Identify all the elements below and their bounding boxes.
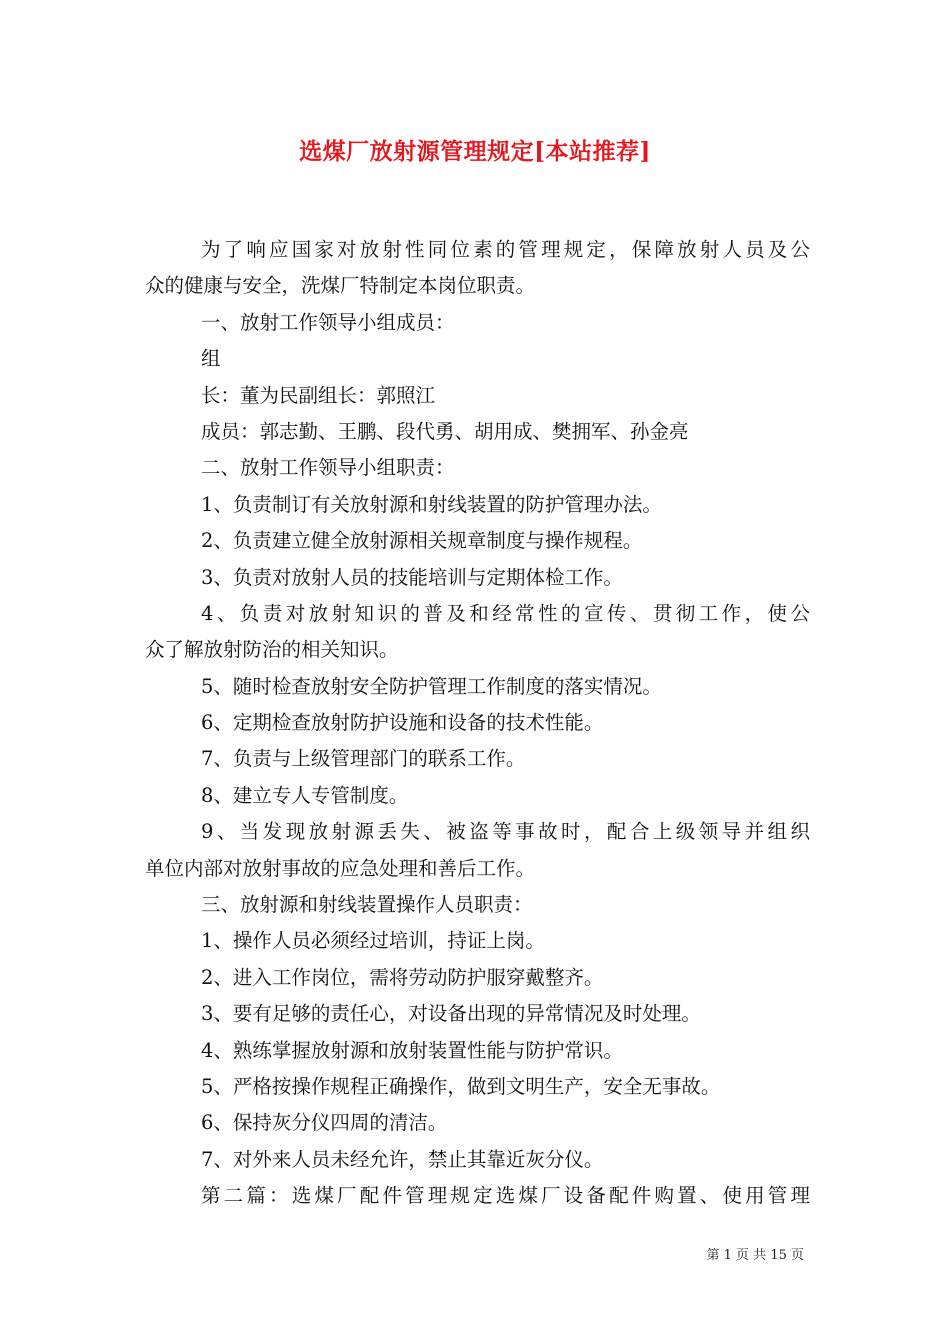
list-item: 3、负责对放射人员的技能培训与定期体检工作。 — [201, 565, 623, 589]
document-body — [145, 232, 810, 1215]
list-item: 4、负责对放射知识的普及和经常性的宣传、贯彻工作，使公 — [201, 601, 810, 625]
next-article-heading: 第二篇：选煤厂配件管理规定选煤厂设备配件购置、使用管理 — [201, 1184, 810, 1208]
section-heading: 二、放射工作领导小组职责： — [201, 456, 455, 480]
list-item: 7、对外来人员未经允许，禁止其靠近灰分仪。 — [201, 1147, 604, 1171]
list-item: 7、负责与上级管理部门的联系工作。 — [201, 747, 526, 771]
list-item: 1、操作人员必须经过培训，持证上岗。 — [201, 929, 545, 953]
list-item: 4、熟练掌握放射源和放射装置性能与防护常识。 — [201, 1038, 623, 1062]
list-item: 6、保持灰分仪四周的清洁。 — [201, 1111, 448, 1135]
paragraph-line: 众的健康与安全，洗煤厂特制定本岗位职责。 — [145, 274, 536, 298]
section-heading: 三、放射源和射线装置操作人员职责： — [201, 893, 533, 917]
list-item: 9、当发现放射源丢失、被盗等事故时，配合上级领导并组织 — [201, 820, 810, 844]
page-number-footer: 第 1 页 共 15 页 — [706, 1248, 804, 1263]
list-item: 8、建立专人专管制度。 — [201, 783, 409, 807]
list-item: 3、要有足够的责任心，对设备出现的异常情况及时处理。 — [201, 1002, 701, 1026]
list-item: 1、负责制订有关放射源和射线装置的防护管理办法。 — [201, 492, 662, 516]
paragraph-line: 为了响应国家对放射性同位素的管理规定，保障放射人员及公 — [201, 238, 810, 261]
list-item: 5、严格按操作规程正确操作，做到文明生产，安全无事故。 — [201, 1074, 721, 1098]
document-title: 选煤厂放射源管理规定[本站推荐] — [299, 138, 651, 165]
list-item-continuation: 众了解放射防治的相关知识。 — [145, 638, 399, 662]
paragraph-line: 成员：郭志勤、王鹏、段代勇、胡用成、樊拥军、孙金亮 — [201, 419, 689, 443]
list-item: 6、定期检查放射防护设施和设备的技术性能。 — [201, 711, 604, 735]
list-item: 2、负责建立健全放射源相关规章制度与操作规程。 — [201, 529, 643, 553]
paragraph-line: 组 — [201, 347, 221, 371]
list-item: 5、随时检查放射安全防护管理工作制度的落实情况。 — [201, 674, 662, 698]
list-item-continuation: 单位内部对放射事故的应急处理和善后工作。 — [145, 856, 536, 880]
section-heading: 一、放射工作领导小组成员： — [201, 310, 455, 334]
paragraph-line: 长：董为民副组长：郭照江 — [201, 383, 436, 407]
list-item: 2、进入工作岗位，需将劳动防护服穿戴整齐。 — [201, 965, 604, 989]
